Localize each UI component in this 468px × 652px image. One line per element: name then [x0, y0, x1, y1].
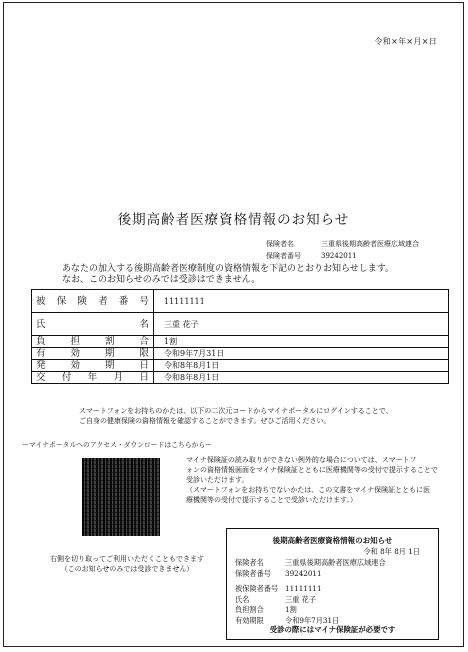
- insurer-number-label: 保険者番号: [266, 252, 301, 260]
- row-label-char: 割: [104, 336, 115, 347]
- row-label-text: [36, 336, 149, 347]
- card-row-label: 保険者名: [235, 558, 264, 567]
- table-row: [32, 313, 449, 336]
- row-value: 令和8年8月1日: [154, 360, 449, 372]
- row-label: [32, 336, 154, 348]
- row-value: 令和8年8月1日: [154, 372, 449, 384]
- table-row: [32, 372, 449, 384]
- row-label-char: 効: [70, 360, 80, 371]
- card-row-value: 令和9年7月31日: [285, 615, 340, 625]
- card-row-label: 有効期限: [235, 615, 264, 625]
- table-row: [32, 348, 449, 360]
- row-value: 三重 花子: [154, 313, 449, 336]
- row-label-char: 限: [139, 348, 149, 359]
- card-row-value: 1割: [285, 605, 297, 614]
- table-row: [32, 360, 449, 372]
- card-row-label: 氏名: [235, 594, 250, 604]
- insurer-name-label: 保険者名: [266, 240, 294, 248]
- row-label-char: 氏: [36, 318, 46, 330]
- card-title: 後期高齢者医療資格情報のお知らせ: [272, 536, 393, 545]
- card-row-value: 39242011: [285, 568, 322, 578]
- cut-note-line: （このお知らせのみでは受診できません）: [60, 565, 194, 573]
- row-label: [32, 360, 154, 372]
- card-row-value: 三重県後期高齢者医療広域連合: [285, 558, 386, 567]
- card-row-label: 保険者番号: [235, 568, 271, 578]
- row-label-text: [36, 348, 149, 359]
- row-label-char: 被: [36, 295, 46, 307]
- qualification-table: [31, 289, 449, 384]
- qr-code-image[interactable]: [82, 458, 160, 536]
- document-title: 後期高齢者医療資格情報のお知らせ: [117, 212, 350, 228]
- row-value: 令和9年7月31日: [154, 348, 449, 360]
- row-label-char: 番: [118, 295, 129, 307]
- card-row-label: 負担割合: [235, 605, 264, 614]
- row-value: 1割: [154, 336, 449, 348]
- cut-note-line: 右側を切り取ってご利用いただくこともできます: [50, 555, 204, 563]
- row-label-char: 保: [56, 295, 67, 307]
- row-label-char: 効: [70, 348, 80, 359]
- cut-out-note: [27, 554, 227, 574]
- row-label-text: [36, 360, 149, 371]
- card-row: [235, 558, 386, 569]
- table-row: [32, 290, 449, 313]
- intro-text: [62, 264, 394, 286]
- card-row: [235, 605, 386, 616]
- qr-note-line: マイナ保険証の読み取りができない例外的な場合については、スマートフ: [186, 456, 417, 464]
- card-rows: [235, 558, 386, 626]
- row-label-char: 負: [36, 336, 46, 347]
- row-label: [32, 290, 154, 313]
- row-label-char: 険: [77, 295, 87, 307]
- card-row-label: 被保険者番号: [235, 584, 279, 593]
- insurer-name: 三重県後期高齢者医療広域連合: [321, 240, 419, 248]
- card-footer: 受診の際にはマイナ保険証が必要です: [269, 624, 396, 634]
- row-label-char: 担: [70, 336, 80, 347]
- row-label-char: 月: [113, 372, 124, 383]
- row-label: [32, 313, 154, 336]
- card-row: [235, 584, 386, 595]
- card-date: 令和 8年 8月 1日: [363, 547, 420, 556]
- row-label-text: [36, 319, 149, 330]
- card-row-value: 11111111: [285, 584, 322, 593]
- card-row: [235, 595, 386, 606]
- qr-note-line: 療機関等の受付で提示することで受診いただけます。）: [186, 496, 357, 504]
- issue-date: 令和×年×月×日: [374, 37, 437, 46]
- row-label-text: [36, 372, 149, 383]
- row-label-char: 期: [104, 360, 115, 371]
- row-label-char: 年: [87, 372, 98, 383]
- row-label-char: 名: [139, 318, 149, 330]
- row-label-char: 合: [139, 336, 149, 347]
- row-label-char: 交: [36, 372, 46, 383]
- row-label: [32, 372, 154, 384]
- card-row: [235, 569, 386, 580]
- table-row: [32, 336, 449, 348]
- portal-access-label: ーマイナポータルへのアクセス・ダウンロードはこちらからー: [22, 441, 212, 449]
- smartphone-note-line: スマートフォンをお持ちのかたは、以下の二次元コードからマイナポータルにログインすることで、: [79, 407, 393, 415]
- qr-note-line: 受診いただけます。: [186, 476, 249, 484]
- qr-note-line: （スマートフォンをお持ちでないかたは、この文書をマイナ保険証とともに医: [186, 486, 431, 494]
- card-row-value: 三重 花子: [285, 594, 317, 604]
- row-label-char: 者: [98, 295, 108, 307]
- notice-document: [3, 2, 464, 647]
- intro-line: なお、このお知らせのみでは受診はできません。: [62, 275, 261, 285]
- cutout-card: [226, 528, 439, 640]
- qr-note-line: ォンの資格情報画面をマイナ保険証とともに医療機関等の受付で提示することで: [186, 466, 438, 474]
- insurer-number: 39242011: [321, 252, 357, 260]
- row-label-text: [36, 296, 149, 307]
- row-label-char: 号: [139, 295, 149, 307]
- smartphone-note-line: ご自身の健康保険の資格情報を確認することができます。ぜひご活用ください。: [79, 417, 331, 425]
- row-label-char: 日: [139, 360, 149, 371]
- insurer-info: [266, 238, 419, 262]
- intro-line: あなたの加入する後期高齢者医療制度の資格情報を下記のとおりお知らせします。: [62, 264, 395, 274]
- smartphone-note: [79, 406, 393, 426]
- row-label-char: 付: [61, 372, 72, 383]
- row-label-char: 期: [104, 348, 115, 359]
- row-label-char: 有: [36, 348, 46, 359]
- row-label-char: 発: [36, 360, 46, 371]
- qr-note: [186, 455, 448, 505]
- row-value: 11111111: [154, 290, 449, 313]
- row-label-char: 日: [139, 372, 149, 383]
- row-label: [32, 348, 154, 360]
